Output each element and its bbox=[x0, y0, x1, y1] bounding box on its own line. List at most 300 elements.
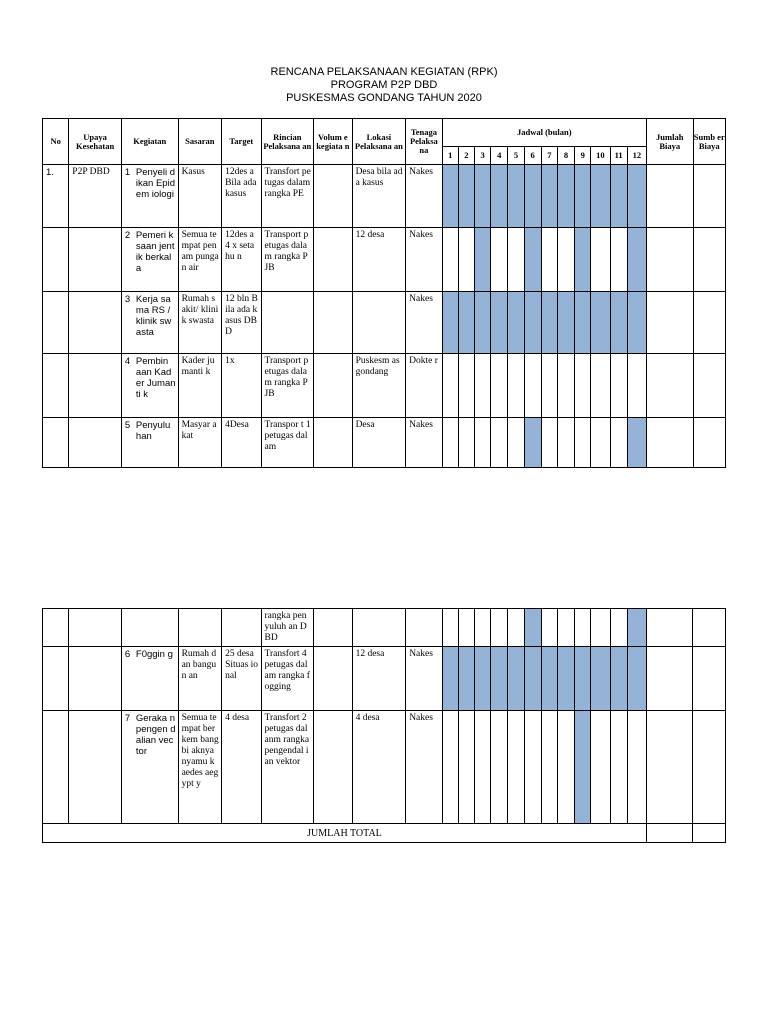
schedule-month-7 bbox=[541, 228, 557, 292]
schedule-month-3-active bbox=[474, 228, 490, 292]
cell-no-text bbox=[43, 418, 68, 420]
kegiatan-number: 1 bbox=[124, 167, 131, 178]
schedule-month-10 bbox=[591, 711, 610, 824]
header-month-10: 10 bbox=[591, 147, 610, 165]
schedule-month-8-active bbox=[557, 165, 574, 228]
cell-upaya-text bbox=[69, 292, 121, 294]
cell-volume-text bbox=[314, 418, 351, 420]
schedule-month-5 bbox=[508, 418, 524, 468]
schedule-month-5-active bbox=[508, 292, 524, 354]
schedule-month-7-active bbox=[541, 647, 557, 711]
schedule-month-5-active bbox=[508, 165, 524, 228]
schedule-month-1 bbox=[442, 609, 458, 647]
cell-tenaga-text: Nakes bbox=[409, 294, 433, 304]
cell-upaya bbox=[69, 165, 122, 228]
schedule-month-3-active bbox=[474, 647, 490, 711]
cell-lokasi bbox=[352, 711, 406, 824]
cell-target bbox=[222, 228, 261, 292]
cell-target bbox=[222, 711, 261, 824]
cell-tenaga bbox=[406, 418, 442, 468]
cell-volume-text bbox=[314, 292, 351, 294]
header-month-12: 12 bbox=[627, 147, 646, 165]
cell-sasaran bbox=[178, 418, 222, 468]
header-kegiatan: Kegiatan bbox=[121, 119, 178, 165]
schedule-month-11-active bbox=[610, 647, 627, 711]
schedule-month-5-active bbox=[508, 647, 524, 711]
header-sumber-biaya: Sumb er Biaya bbox=[693, 119, 726, 165]
schedule-month-9-active bbox=[575, 228, 591, 292]
cell-jumlah-biaya bbox=[646, 647, 693, 711]
cell-target bbox=[222, 354, 261, 418]
cell-upaya bbox=[69, 711, 122, 824]
schedule-month-12-active bbox=[627, 165, 646, 228]
header-month-11: 11 bbox=[610, 147, 627, 165]
cell-sumber-biaya bbox=[693, 418, 726, 468]
cell-rincian bbox=[261, 711, 314, 824]
cell-upaya bbox=[69, 609, 122, 647]
cell-upaya-text: P2P DBD bbox=[72, 167, 110, 177]
schedule-month-10-active bbox=[591, 292, 610, 354]
schedule-month-2-active bbox=[458, 165, 474, 228]
cell-rincian-text: Transport petugas dalam rangka PJB bbox=[264, 230, 309, 273]
cell-sasaran bbox=[178, 228, 222, 292]
cell-upaya-text bbox=[69, 609, 121, 611]
schedule-month-12-active bbox=[627, 418, 646, 468]
kegiatan-name: Penyeli dikan Epidem iologi bbox=[135, 167, 175, 200]
cell-volume-text bbox=[314, 711, 351, 713]
kegiatan-name: Penyulu han bbox=[135, 420, 171, 442]
schedule-month-6 bbox=[524, 711, 541, 824]
header-volume: Volum e kegiata n bbox=[314, 119, 352, 165]
schedule-month-6-active bbox=[524, 647, 541, 711]
schedule-month-11 bbox=[610, 354, 627, 418]
schedule-month-7 bbox=[541, 609, 557, 647]
cell-tenaga bbox=[406, 354, 442, 418]
header-jumlah-biaya: Jumlah Biaya bbox=[646, 119, 693, 165]
cell-kegiatan bbox=[121, 292, 178, 354]
cell-sumber-biaya bbox=[693, 292, 726, 354]
cell-no-text bbox=[43, 354, 68, 356]
table-row bbox=[43, 292, 726, 354]
schedule-month-11 bbox=[610, 609, 627, 647]
cell-rincian-text bbox=[262, 292, 314, 294]
cell-volume bbox=[314, 647, 352, 711]
header-month-2: 2 bbox=[458, 147, 474, 165]
cell-jumlah-biaya bbox=[646, 228, 693, 292]
schedule-month-7-active bbox=[541, 292, 557, 354]
jumlah-total-label: JUMLAH TOTAL bbox=[43, 824, 647, 843]
cell-rincian bbox=[261, 292, 314, 354]
cell-no bbox=[43, 292, 69, 354]
schedule-month-8 bbox=[557, 228, 574, 292]
cell-upaya bbox=[69, 292, 122, 354]
schedule-month-7 bbox=[541, 354, 557, 418]
cell-sasaran-text: Kasus bbox=[181, 167, 205, 177]
schedule-month-10 bbox=[591, 228, 610, 292]
kegiatan-number: 7 bbox=[124, 713, 131, 724]
cell-kegiatan bbox=[121, 647, 178, 711]
header-rincian: Rincian Pelaksana an bbox=[261, 119, 314, 165]
cell-volume bbox=[314, 292, 352, 354]
schedule-month-8-active bbox=[557, 647, 574, 711]
schedule-month-10-active bbox=[591, 647, 610, 711]
cell-no-text bbox=[43, 609, 68, 611]
schedule-month-11 bbox=[610, 418, 627, 468]
cell-kegiatan bbox=[121, 609, 178, 647]
schedule-month-2-active bbox=[458, 292, 474, 354]
kegiatan-number: 4 bbox=[124, 356, 131, 367]
cell-volume bbox=[314, 165, 352, 228]
cell-rincian bbox=[261, 354, 314, 418]
cell-target-text: 4 desa bbox=[225, 713, 250, 723]
cell-sumber-biaya bbox=[693, 711, 726, 824]
schedule-month-1 bbox=[442, 354, 458, 418]
cell-target-text bbox=[222, 609, 260, 611]
cell-lokasi-text: 4 desa bbox=[355, 713, 380, 723]
schedule-month-12 bbox=[627, 354, 646, 418]
schedule-month-1-active bbox=[442, 165, 458, 228]
schedule-month-3-active bbox=[474, 292, 490, 354]
schedule-month-11 bbox=[610, 228, 627, 292]
schedule-month-5 bbox=[508, 711, 524, 824]
header-month-6: 6 bbox=[524, 147, 541, 165]
cell-sasaran bbox=[178, 165, 222, 228]
cell-no bbox=[43, 165, 69, 228]
header-month-8: 8 bbox=[557, 147, 574, 165]
cell-target-text: 1x bbox=[225, 356, 235, 366]
jumlah-total-value bbox=[646, 824, 693, 843]
cell-tenaga-text: Nakes bbox=[409, 167, 433, 177]
schedule-month-1-active bbox=[442, 647, 458, 711]
schedule-month-8 bbox=[557, 711, 574, 824]
schedule-month-4-active bbox=[491, 647, 508, 711]
cell-tenaga bbox=[406, 711, 442, 824]
cell-upaya-text bbox=[69, 228, 121, 230]
cell-sasaran bbox=[178, 711, 222, 824]
schedule-month-5 bbox=[508, 609, 524, 647]
cell-target-text: 4Desa bbox=[225, 420, 249, 430]
cell-upaya-text bbox=[69, 418, 121, 420]
schedule-month-10 bbox=[591, 609, 610, 647]
cell-tenaga bbox=[406, 228, 442, 292]
schedule-month-11 bbox=[610, 711, 627, 824]
cell-sasaran-text: Rumah sakit/ klinik swasta bbox=[181, 294, 219, 326]
cell-sasaran bbox=[178, 354, 222, 418]
cell-lokasi bbox=[352, 228, 406, 292]
header-no: No bbox=[43, 119, 69, 165]
schedule-month-2-active bbox=[458, 647, 474, 711]
schedule-month-5 bbox=[508, 354, 524, 418]
cell-upaya bbox=[69, 354, 122, 418]
cell-volume bbox=[314, 228, 352, 292]
title-line-1: RENCANA PELAKSANAAN KEGIATAN (RPK) bbox=[270, 66, 498, 78]
cell-lokasi-text: 12 desa bbox=[355, 230, 385, 240]
cell-target-text: 12des a Bila ada kasus bbox=[225, 167, 257, 199]
cell-rincian bbox=[261, 418, 314, 468]
schedule-month-6 bbox=[524, 354, 541, 418]
cell-rincian-text: Transfort 2 petugas dalanm rangka pengendal ian vektor bbox=[264, 713, 310, 767]
cell-no bbox=[43, 418, 69, 468]
cell-sasaran-text bbox=[179, 609, 222, 611]
header-month-9: 9 bbox=[575, 147, 591, 165]
schedule-month-6-active bbox=[524, 418, 541, 468]
rpk-table-page-1 bbox=[42, 118, 726, 468]
cell-target bbox=[222, 418, 261, 468]
cell-target-text: 12des a 4 x setahu n bbox=[225, 230, 255, 262]
schedule-month-2 bbox=[458, 228, 474, 292]
table-row bbox=[43, 647, 726, 711]
schedule-month-6-active bbox=[524, 165, 541, 228]
schedule-month-4-active bbox=[491, 292, 508, 354]
cell-no bbox=[43, 647, 69, 711]
cell-sasaran-text: Rumah dan bangun an bbox=[181, 649, 217, 681]
schedule-month-8 bbox=[557, 609, 574, 647]
cell-target-text: 12 bln Bila ada kasus DBD bbox=[225, 294, 258, 337]
cell-tenaga bbox=[406, 609, 442, 647]
cell-sumber-biaya bbox=[693, 609, 726, 647]
cell-lokasi-text bbox=[353, 292, 406, 294]
schedule-month-6-active bbox=[524, 609, 541, 647]
cell-upaya-text bbox=[69, 354, 121, 356]
cell-kegiatan bbox=[121, 711, 178, 824]
schedule-month-3 bbox=[474, 609, 490, 647]
schedule-month-2 bbox=[458, 609, 474, 647]
cell-rincian bbox=[261, 647, 314, 711]
cell-jumlah-biaya bbox=[646, 711, 693, 824]
schedule-month-4 bbox=[491, 228, 508, 292]
schedule-month-1 bbox=[442, 228, 458, 292]
header-month-3: 3 bbox=[474, 147, 490, 165]
cell-jumlah-biaya bbox=[646, 292, 693, 354]
schedule-month-4-active bbox=[491, 165, 508, 228]
header-target: Target bbox=[222, 119, 261, 165]
schedule-month-7 bbox=[541, 418, 557, 468]
rpk-table-page-2 bbox=[42, 608, 726, 843]
cell-jumlah-biaya bbox=[646, 609, 693, 647]
cell-volume bbox=[314, 418, 352, 468]
cell-target bbox=[222, 292, 261, 354]
cell-upaya-text bbox=[69, 711, 121, 713]
cell-no-text bbox=[43, 292, 68, 294]
jumlah-total-source bbox=[693, 824, 726, 843]
table-row bbox=[43, 609, 726, 647]
cell-lokasi-text: Desa bbox=[355, 420, 375, 430]
cell-target bbox=[222, 609, 261, 647]
schedule-month-11-active bbox=[610, 165, 627, 228]
cell-upaya bbox=[69, 418, 122, 468]
cell-tenaga-text bbox=[406, 609, 441, 611]
cell-kegiatan bbox=[121, 165, 178, 228]
schedule-month-2 bbox=[458, 354, 474, 418]
cell-sumber-biaya bbox=[693, 647, 726, 711]
header-upaya: Upaya Kesehatan bbox=[69, 119, 122, 165]
title-line-2: PROGRAM P2P DBD bbox=[330, 79, 438, 91]
cell-no bbox=[43, 609, 69, 647]
cell-sumber-biaya bbox=[693, 228, 726, 292]
cell-sasaran-text: Masyar akat bbox=[181, 420, 217, 441]
document-title bbox=[0, 66, 768, 105]
schedule-month-10-active bbox=[591, 165, 610, 228]
cell-no-text bbox=[43, 228, 68, 230]
header-month-5: 5 bbox=[508, 147, 524, 165]
kegiatan-number: 6 bbox=[124, 649, 131, 660]
schedule-month-4 bbox=[491, 711, 508, 824]
header-month-7: 7 bbox=[541, 147, 557, 165]
cell-sasaran-text: Kader jumanti k bbox=[181, 356, 215, 377]
cell-rincian-text: Transfort petugas dalam rangka PE bbox=[264, 167, 311, 199]
kegiatan-name: Kerja sama RS / klinik swasta bbox=[135, 294, 172, 338]
schedule-month-12-active bbox=[627, 228, 646, 292]
cell-tenaga bbox=[406, 165, 442, 228]
header-lokasi: Lokasi Pelaksana an bbox=[352, 119, 406, 165]
schedule-month-1-active bbox=[442, 292, 458, 354]
cell-volume-text bbox=[314, 165, 351, 167]
schedule-month-1 bbox=[442, 418, 458, 468]
schedule-month-4 bbox=[491, 354, 508, 418]
cell-lokasi-text: Puskesm as gondang bbox=[355, 356, 400, 377]
cell-volume-text bbox=[314, 228, 351, 230]
cell-no-text bbox=[43, 647, 68, 649]
kegiatan-name: Pemeri ksaan jentik berkala bbox=[135, 230, 175, 274]
cell-upaya bbox=[69, 647, 122, 711]
table-row bbox=[43, 228, 726, 292]
cell-lokasi bbox=[352, 354, 406, 418]
cell-lokasi bbox=[352, 292, 406, 354]
schedule-month-6-active bbox=[524, 228, 541, 292]
schedule-month-11-active bbox=[610, 292, 627, 354]
cell-lokasi bbox=[352, 647, 406, 711]
kegiatan-name: Pembin aan Kader Jumanti k bbox=[135, 356, 176, 400]
schedule-month-4 bbox=[491, 418, 508, 468]
schedule-month-2 bbox=[458, 711, 474, 824]
schedule-month-7-active bbox=[541, 165, 557, 228]
schedule-month-8 bbox=[557, 418, 574, 468]
schedule-month-4 bbox=[491, 609, 508, 647]
cell-tenaga-text: Nakes bbox=[409, 230, 433, 240]
cell-rincian bbox=[261, 609, 314, 647]
cell-upaya-text bbox=[69, 647, 121, 649]
cell-tenaga-text: Nakes bbox=[409, 420, 433, 430]
header-jadwal: Jadwal (bulan) bbox=[442, 119, 646, 147]
schedule-month-9 bbox=[575, 418, 591, 468]
cell-volume bbox=[314, 609, 352, 647]
kegiatan-name: Geraka n pengen dalian vector bbox=[135, 713, 176, 757]
schedule-month-3 bbox=[474, 711, 490, 824]
schedule-month-9-active bbox=[575, 647, 591, 711]
schedule-month-7 bbox=[541, 711, 557, 824]
schedule-month-9-active bbox=[575, 711, 591, 824]
schedule-month-3 bbox=[474, 418, 490, 468]
header-tenaga: Tenaga Pelaksa na bbox=[406, 119, 442, 165]
schedule-month-5 bbox=[508, 228, 524, 292]
schedule-month-1 bbox=[442, 711, 458, 824]
title-line-3: PUSKESMAS GONDANG TAHUN 2020 bbox=[286, 92, 482, 104]
cell-tenaga bbox=[406, 647, 442, 711]
cell-tenaga-text: Dokte r bbox=[409, 356, 438, 366]
cell-lokasi bbox=[352, 609, 406, 647]
cell-rincian-text: Transport petugas dalam rangka PJB bbox=[264, 356, 309, 399]
kegiatan-number: 2 bbox=[124, 230, 131, 241]
schedule-month-10 bbox=[591, 354, 610, 418]
cell-lokasi-text: Desa bila ada kasus bbox=[355, 167, 403, 188]
cell-tenaga bbox=[406, 292, 442, 354]
schedule-month-12 bbox=[627, 711, 646, 824]
kegiatan-number: 5 bbox=[124, 420, 131, 431]
table-row bbox=[43, 711, 726, 824]
schedule-month-6-active bbox=[524, 292, 541, 354]
cell-kegiatan bbox=[121, 418, 178, 468]
schedule-month-10 bbox=[591, 418, 610, 468]
cell-no bbox=[43, 228, 69, 292]
schedule-month-9-active bbox=[575, 165, 591, 228]
header-month-4: 4 bbox=[491, 147, 508, 165]
cell-no bbox=[43, 711, 69, 824]
cell-tenaga-text: Nakes bbox=[409, 713, 433, 723]
cell-rincian-text: Transpor t 1 petugas dalam bbox=[264, 420, 311, 452]
cell-rincian-text: Transfort 4 petugas dalam rangka fogging bbox=[264, 649, 310, 692]
cell-jumlah-biaya bbox=[646, 354, 693, 418]
kegiatan-number: 3 bbox=[124, 294, 131, 305]
cell-no-text bbox=[43, 711, 68, 713]
cell-sasaran bbox=[178, 292, 222, 354]
cell-volume-text bbox=[314, 647, 351, 649]
cell-no bbox=[43, 354, 69, 418]
cell-lokasi bbox=[352, 165, 406, 228]
cell-volume-text bbox=[314, 609, 351, 611]
cell-lokasi-text: 12 desa bbox=[355, 649, 385, 659]
cell-sasaran bbox=[178, 647, 222, 711]
cell-lokasi-text bbox=[353, 609, 406, 611]
cell-sasaran bbox=[178, 609, 222, 647]
cell-lokasi bbox=[352, 418, 406, 468]
cell-sumber-biaya bbox=[693, 354, 726, 418]
schedule-month-12-active bbox=[627, 647, 646, 711]
cell-rincian bbox=[261, 228, 314, 292]
kegiatan-name: F0ggin g bbox=[135, 649, 173, 660]
cell-volume bbox=[314, 711, 352, 824]
schedule-month-9-active bbox=[575, 292, 591, 354]
cell-jumlah-biaya bbox=[646, 165, 693, 228]
schedule-month-8-active bbox=[557, 292, 574, 354]
cell-sasaran-text: Semua tempat penam pungan air bbox=[181, 230, 219, 273]
schedule-month-8 bbox=[557, 354, 574, 418]
cell-volume bbox=[314, 354, 352, 418]
schedule-month-3-active bbox=[474, 165, 490, 228]
schedule-month-2 bbox=[458, 418, 474, 468]
table-row bbox=[43, 165, 726, 228]
cell-jumlah-biaya bbox=[646, 418, 693, 468]
schedule-month-3 bbox=[474, 354, 490, 418]
cell-tenaga-text: Nakes bbox=[409, 649, 433, 659]
cell-kegiatan bbox=[121, 354, 178, 418]
schedule-month-12-active bbox=[627, 292, 646, 354]
cell-kegiatan bbox=[121, 228, 178, 292]
schedule-month-9 bbox=[575, 609, 591, 647]
cell-target bbox=[222, 165, 261, 228]
schedule-month-9 bbox=[575, 354, 591, 418]
cell-sumber-biaya bbox=[693, 165, 726, 228]
cell-target-text: 25 desa Situas ional bbox=[225, 649, 259, 681]
table-row bbox=[43, 354, 726, 418]
cell-rincian bbox=[261, 165, 314, 228]
schedule-month-12-active bbox=[627, 609, 646, 647]
cell-rincian-text: rangka penyuluh an DBD bbox=[264, 611, 307, 643]
cell-volume-text bbox=[314, 354, 351, 356]
cell-sasaran-text: Semua tempat berkem bangbi aknya nyamu k aedes aegypt y bbox=[181, 713, 219, 789]
cell-no-text: 1. bbox=[46, 167, 54, 178]
header-sasaran: Sasaran bbox=[178, 119, 222, 165]
header-month-1: 1 bbox=[442, 147, 458, 165]
